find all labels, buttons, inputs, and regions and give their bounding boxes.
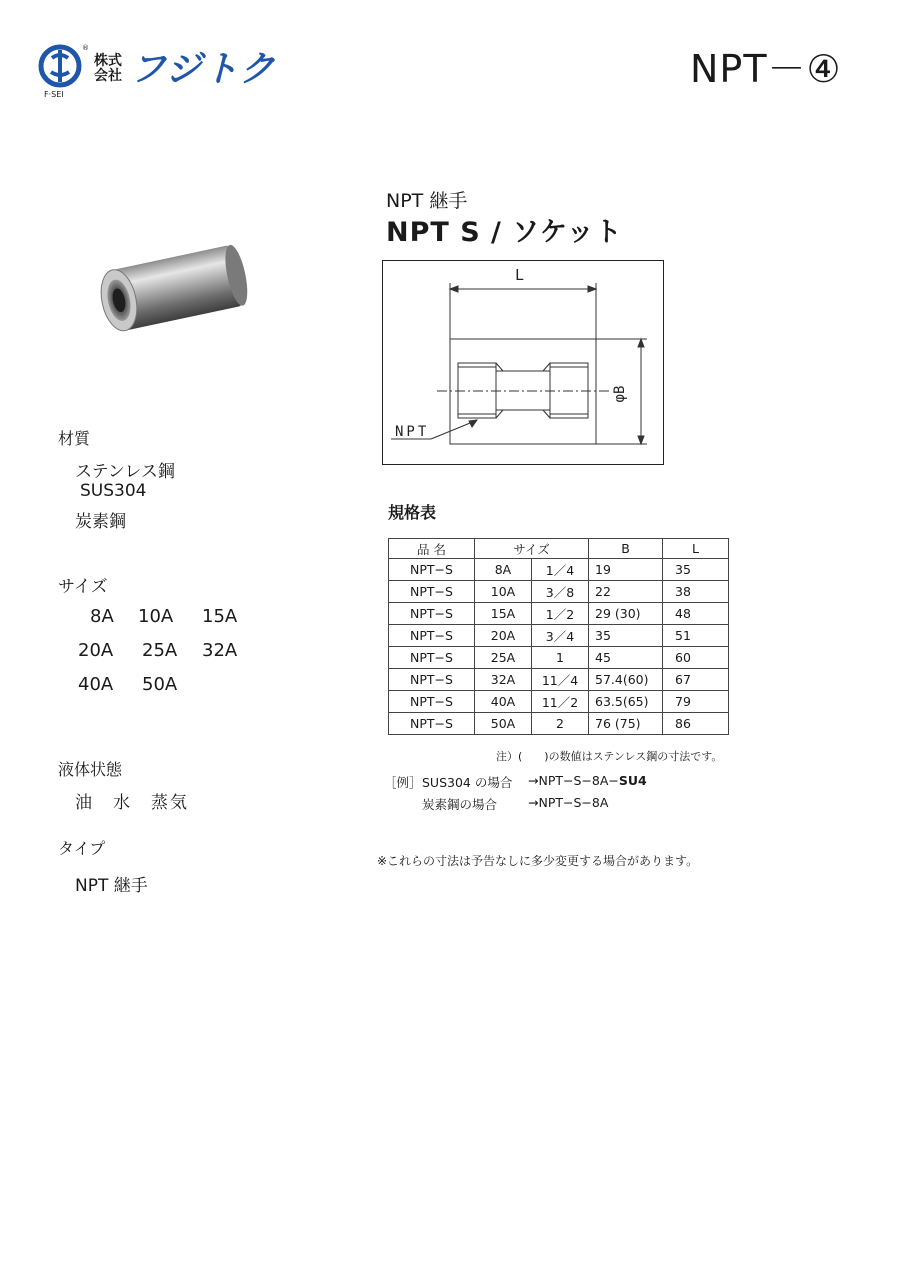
size-item: 25A — [142, 640, 178, 661]
column-header-size: サイズ — [475, 539, 589, 559]
cell-l: 79 — [663, 691, 729, 713]
cell-l: 86 — [663, 713, 729, 735]
cell-b: 63.5(65) — [589, 691, 663, 713]
cell-size: 50A — [475, 713, 532, 735]
cell-l: 35 — [663, 559, 729, 581]
logo-corp-line1: 株式 — [94, 53, 122, 69]
cell-name: NPT−S — [389, 559, 475, 581]
cell-b: 45 — [589, 647, 663, 669]
cell-size: 10A — [475, 581, 532, 603]
product-photo-image — [92, 230, 252, 350]
table-row — [389, 603, 729, 625]
page-code: NPT－④ — [690, 47, 842, 91]
socket-drawing-svg — [383, 261, 663, 464]
material-carbon-steel: 炭素鋼 — [75, 512, 126, 532]
cell-size: 15A — [475, 603, 532, 625]
cell-size: 32A — [475, 669, 532, 691]
fluid-heading: 液体状態 — [58, 760, 123, 779]
svg-text:®: ® — [82, 44, 89, 52]
spec-table — [388, 538, 729, 735]
cell-b: 76 (75) — [589, 713, 663, 735]
table-row — [389, 559, 729, 581]
cell-l: 67 — [663, 669, 729, 691]
logo-corp-label — [94, 54, 122, 84]
logo-corp-line2: 会社 — [94, 68, 122, 84]
column-header-name: 品 名 — [389, 539, 475, 559]
cell-b: 29 (30) — [589, 603, 663, 625]
size-item: 40A — [78, 674, 114, 695]
cell-l: 51 — [663, 625, 729, 647]
size-item: 32A — [202, 640, 238, 661]
table-row — [389, 647, 729, 669]
example-1-code — [528, 773, 647, 788]
cell-name: NPT−S — [389, 669, 475, 691]
spec-table-body — [389, 559, 729, 735]
material-sus304: SUS304 — [80, 481, 147, 501]
cell-inch: 3／8 — [532, 581, 589, 603]
column-header-b: B — [589, 539, 663, 559]
table-header-row — [389, 539, 729, 559]
example-1-code-prefix: →NPT−S−8A− — [528, 773, 619, 788]
table-note: 注）( )の数値はステンレス鋼の寸法です。 — [496, 750, 723, 763]
cell-l: 38 — [663, 581, 729, 603]
cell-inch: 3／4 — [532, 625, 589, 647]
cell-l: 60 — [663, 647, 729, 669]
cell-name: NPT−S — [389, 603, 475, 625]
product-category: NPT 継手 — [386, 190, 468, 212]
example-label: ［例］ — [384, 775, 422, 790]
cell-inch: 1／4 — [532, 559, 589, 581]
cell-size: 8A — [475, 559, 532, 581]
table-row — [389, 713, 729, 735]
drawing-label-length: L — [515, 266, 525, 284]
example-2-code: →NPT−S−8A — [528, 795, 609, 810]
dimension-drawing — [382, 260, 664, 465]
cell-name: NPT−S — [389, 647, 475, 669]
company-logo-mark-icon — [38, 42, 88, 100]
cell-name: NPT−S — [389, 625, 475, 647]
spec-table-heading: 規格表 — [388, 503, 437, 522]
fluid-values: 油 水 蒸気 — [75, 793, 189, 813]
size-item: 50A — [142, 674, 178, 695]
company-logo — [38, 42, 278, 100]
cell-l: 48 — [663, 603, 729, 625]
column-header-l: L — [663, 539, 729, 559]
product-title: NPT S / ソケット — [386, 217, 623, 248]
cell-b: 22 — [589, 581, 663, 603]
material-heading: 材質 — [58, 429, 91, 448]
cell-name: NPT−S — [389, 713, 475, 735]
logo-company-name: フジトク — [130, 49, 276, 90]
disclaimer-note: ※これらの寸法は予告なしに多少変更する場合があります。 — [377, 854, 699, 868]
cell-inch: 11／4 — [532, 669, 589, 691]
size-item: 8A — [90, 606, 114, 627]
cell-inch: 2 — [532, 713, 589, 735]
size-item: 15A — [202, 606, 238, 627]
table-row — [389, 581, 729, 603]
drawing-label-thread: NPT — [395, 424, 430, 440]
cell-inch: 11／2 — [532, 691, 589, 713]
table-row — [389, 691, 729, 713]
cell-name: NPT−S — [389, 691, 475, 713]
size-item: 10A — [138, 606, 174, 627]
cell-inch: 1／2 — [532, 603, 589, 625]
type-heading: タイプ — [58, 839, 106, 858]
table-row — [389, 669, 729, 691]
drawing-label-diameter: φB — [612, 385, 628, 403]
logo-mark-text: F·SEI — [44, 90, 64, 99]
size-heading: サイズ — [58, 577, 108, 597]
example-2-condition: 炭素鋼の場合 — [422, 797, 498, 812]
cell-b: 35 — [589, 625, 663, 647]
cell-b: 19 — [589, 559, 663, 581]
material-stainless: ステンレス鋼 — [75, 462, 175, 482]
size-item: 20A — [78, 640, 114, 661]
cell-b: 57.4(60) — [589, 669, 663, 691]
cell-size: 25A — [475, 647, 532, 669]
example-1-condition: SUS304 の場合 — [422, 775, 513, 790]
cell-size: 40A — [475, 691, 532, 713]
table-row — [389, 625, 729, 647]
cell-name: NPT−S — [389, 581, 475, 603]
cell-size: 20A — [475, 625, 532, 647]
cell-inch: 1 — [532, 647, 589, 669]
type-value: NPT 継手 — [75, 876, 148, 896]
example-1-code-suffix: SU4 — [618, 773, 647, 788]
